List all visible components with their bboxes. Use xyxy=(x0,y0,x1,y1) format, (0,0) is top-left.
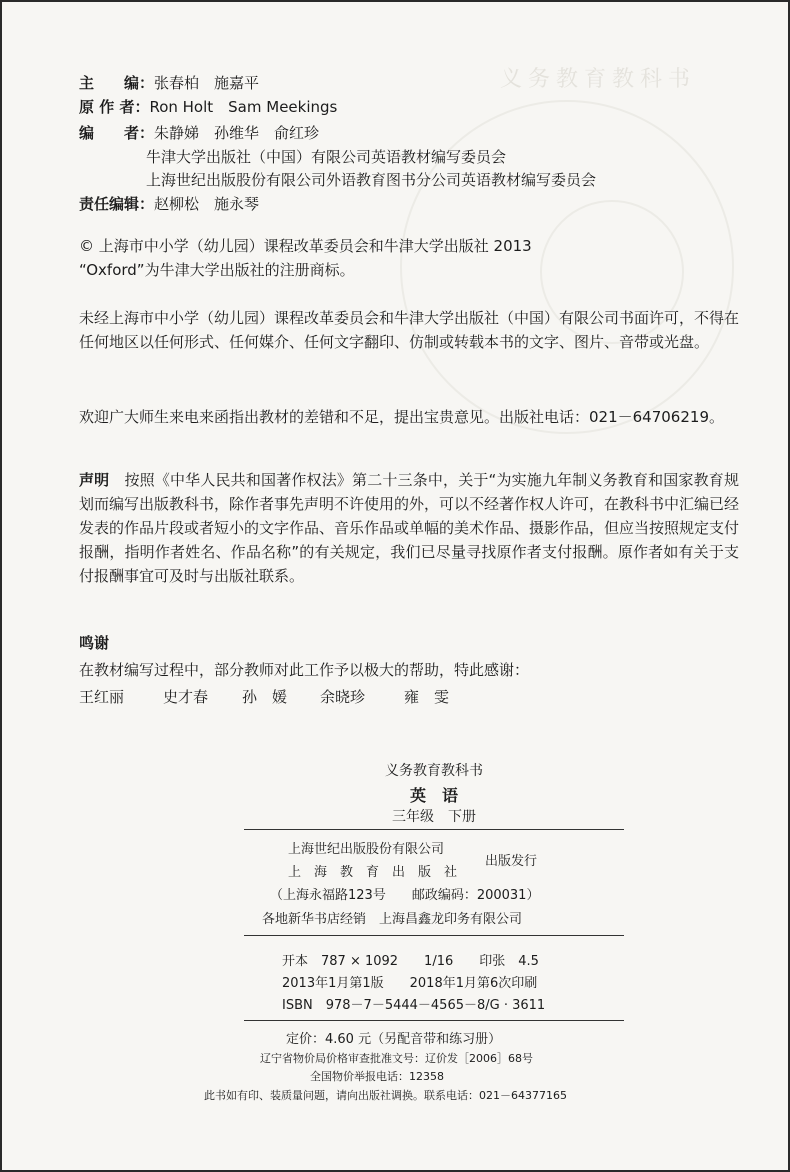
thanks-name: 史才春 xyxy=(163,688,209,706)
declaration-heading: 声明 xyxy=(79,471,110,489)
imprint-approval: 辽宁省物价局价格审查批准文号：辽价发［2006］68号 xyxy=(260,1052,533,1065)
compiler-org-2: 上海世纪出版股份有限公司外语教育图书分公司英语教材编写委员会 xyxy=(146,171,597,189)
compilers-row xyxy=(79,122,319,143)
bleed-through-text: 义务教育教科书 xyxy=(500,67,697,92)
imprint-grade: 三年级 下册 xyxy=(392,809,476,825)
imprint-divider xyxy=(244,935,624,936)
responsible-editor-value: 赵柳松 施永琴 xyxy=(154,195,260,213)
imprint-distributor: 各地新华书店经销 上海昌鑫龙印务有限公司 xyxy=(262,912,523,927)
thanks-name: 余晓珍 xyxy=(320,688,366,706)
declaration-paragraph xyxy=(79,468,739,588)
permission-paragraph xyxy=(79,306,739,354)
original-author-value: Ron Holt Sam Meekings xyxy=(149,98,338,116)
thanks-name: 孙 媛 xyxy=(242,688,288,706)
thanks-name: 雍 雯 xyxy=(404,688,450,706)
imprint-subject: 英 语 xyxy=(409,786,458,805)
chief-editor-row xyxy=(79,72,259,93)
imprint-publisher-1: 上海世纪出版股份有限公司 xyxy=(288,842,445,857)
chief-editor-value: 张春柏 施嘉平 xyxy=(154,74,260,92)
imprint-divider xyxy=(244,1020,624,1021)
chief-editor-label: 主 编： xyxy=(79,74,155,92)
imprint-edition: 2013年1月第1版 2018年1月第6次印刷 xyxy=(282,976,538,991)
compilers-label: 编 者： xyxy=(79,124,155,142)
imprint-address: （上海永福路123号 邮政编码：200031） xyxy=(270,888,540,903)
trademark-line: “Oxford”为牛津大学出版社的注册商标。 xyxy=(79,261,355,279)
acknowledgement-heading: 鸣谢 xyxy=(79,634,110,652)
imprint-format: 开本 787 × 1092 1/16 印张 4.5 xyxy=(282,954,539,969)
declaration-text: 按照《中华人民共和国著作权法》第二十三条中，关于“为实施九年制义务教育和国家教育规划而编写出版教科书，除作者事先声明不许使用的外，可以不经著作权人许可，在教科书中汇编已经发表的作品片段或者短小的文字作品、音乐作品或单幅的美术作品、摄影作品，但应当按照规定支付报酬，指明作者姓名、作品名称”的有关规定，我们已尽量寻找原作者支付报酬。原作者如有关于支付报酬事宜可及时与出版社联系。 xyxy=(79,471,740,585)
imprint-report-phone: 全国物价举报电话：12358 xyxy=(310,1070,444,1083)
imprint-price: 定价：4.60 元（另配音带和练习册） xyxy=(286,1032,502,1047)
original-author-label: 原 作 者： xyxy=(79,98,150,116)
compiler-org-1: 牛津大学出版社（中国）有限公司英语教材编写委员会 xyxy=(146,148,507,166)
feedback-paragraph xyxy=(79,405,739,429)
feedback-text: 欢迎广大师生来电来函指出教材的差错和不足，提出宝贵意见。出版社电话：021－64706219。 xyxy=(79,408,724,426)
compilers-value: 朱静娣 孙维华 俞红珍 xyxy=(154,124,320,142)
imprint-isbn: ISBN 978－7－5444－4565－8/G · 3611 xyxy=(282,998,546,1013)
thanks-name: 王红丽 xyxy=(79,688,125,706)
imprint-quality-note: 此书如有印、装质量问题，请向出版社调换。联系电话：021－64377165 xyxy=(204,1089,567,1102)
copyright-line: © 上海市中小学（幼儿园）课程改革委员会和牛津大学出版社 2013 xyxy=(79,237,532,255)
imprint-publish-note: 出版发行 xyxy=(485,854,538,869)
acknowledgement-text: 在教材编写过程中，部分教师对此工作予以极大的帮助，特此感谢： xyxy=(79,661,530,679)
imprint-publisher-2: 上 海 教 育 出 版 社 xyxy=(288,865,458,880)
imprint-divider xyxy=(244,829,624,830)
original-author-row xyxy=(79,96,337,117)
imprint-series: 义务教育教科书 xyxy=(385,763,483,779)
permission-text: 未经上海市中小学（幼儿园）课程改革委员会和牛津大学出版社（中国）有限公司书面许可，不得在任何地区以任何形式、任何媒介、任何文字翻印、仿制或转载本书的文字、图片、音带或光盘。 xyxy=(79,309,740,351)
responsible-editor-label: 责任编辑： xyxy=(79,195,155,213)
responsible-editor-row xyxy=(79,193,259,214)
